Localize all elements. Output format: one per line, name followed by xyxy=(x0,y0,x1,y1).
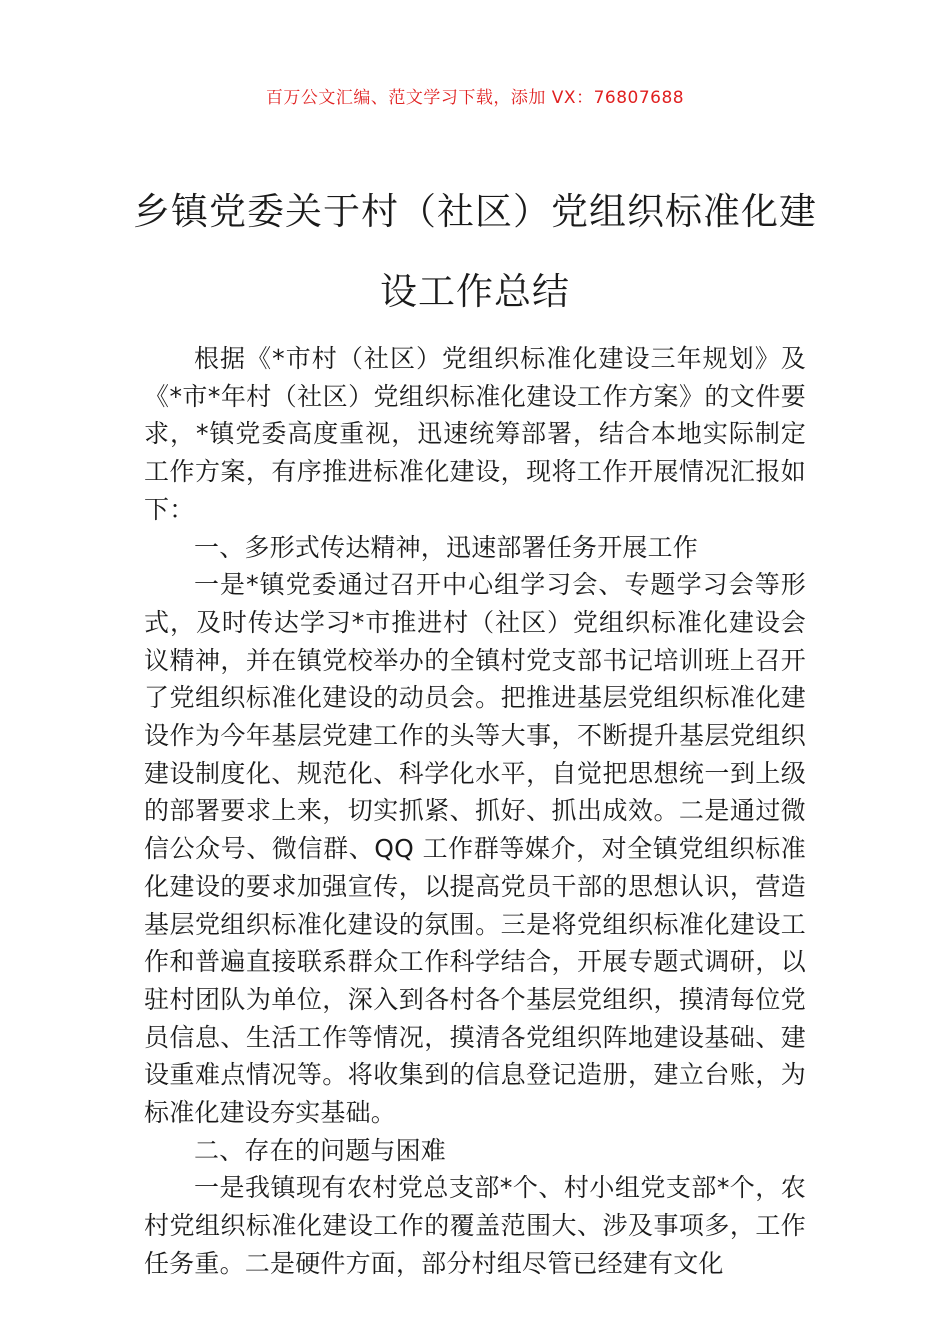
header-watermark-note: 百万公文汇编、范文学习下载，添加 VX：76807688 xyxy=(265,88,685,108)
document-body xyxy=(144,340,806,1283)
document-title: 乡镇党委关于村（社区）党组织标准化建设工作总结 xyxy=(133,190,817,313)
intro-paragraph: 根据《*市村（社区）党组织标准化建设三年规划》及《*市*年村（社区）党组织标准化建设工作方案》的文件要求，*镇党委高度重视，迅速统筹部署，结合本地实际制定工作方案，有序推进标准化建设，现将工作开展情况汇报如下： xyxy=(144,344,806,524)
section-heading-1: 一、多形式传达精神，迅速部署任务开展工作 xyxy=(194,532,699,562)
section-1-paragraph: 一是*镇党委通过召开中心组学习会、专题学习会等形式，及时传达学习*市推进村（社区）党组织标准化建设会议精神，并在镇党校举办的全镇村党支部书记培训班上召开了党组织标准化建设的动员会。把推进基层党组织标准化建设作为今年基层党建工作的头等大事，不断提升基层党组织建设制度化、规范化、科学化水平，自觉把思想统一到上级的部署要求上来，切实抓紧、抓好、抓出成效。二是通过微信公众号、微信群、QQ 工作群等媒介，对全镇党组织标准化建设的要求加强宣传，以提高党员干部的思想认识，营造基层党组织标准化建设的氛围。三是将党组织标准化建设工作和普遍直接联系群众工作科学结合，开展专题式调研，以驻村团队为单位，深入到各村各个基层党组织，摸清每位党员信息、生活工作等情况，摸清各党组织阵地建设基础、建设重难点情况等。将收集到的信息登记造册，建立台账，为标准化建设夯实基础。 xyxy=(144,570,806,1128)
section-heading-2: 二、存在的问题与困难 xyxy=(194,1135,447,1165)
section-2-paragraph: 一是我镇现有农村党总支部*个、村小组党支部*个，农村党组织标准化建设工作的覆盖范围大、涉及事项多，工作任务重。二是硬件方面，部分村组尽管已经建有文化 xyxy=(144,1173,806,1278)
